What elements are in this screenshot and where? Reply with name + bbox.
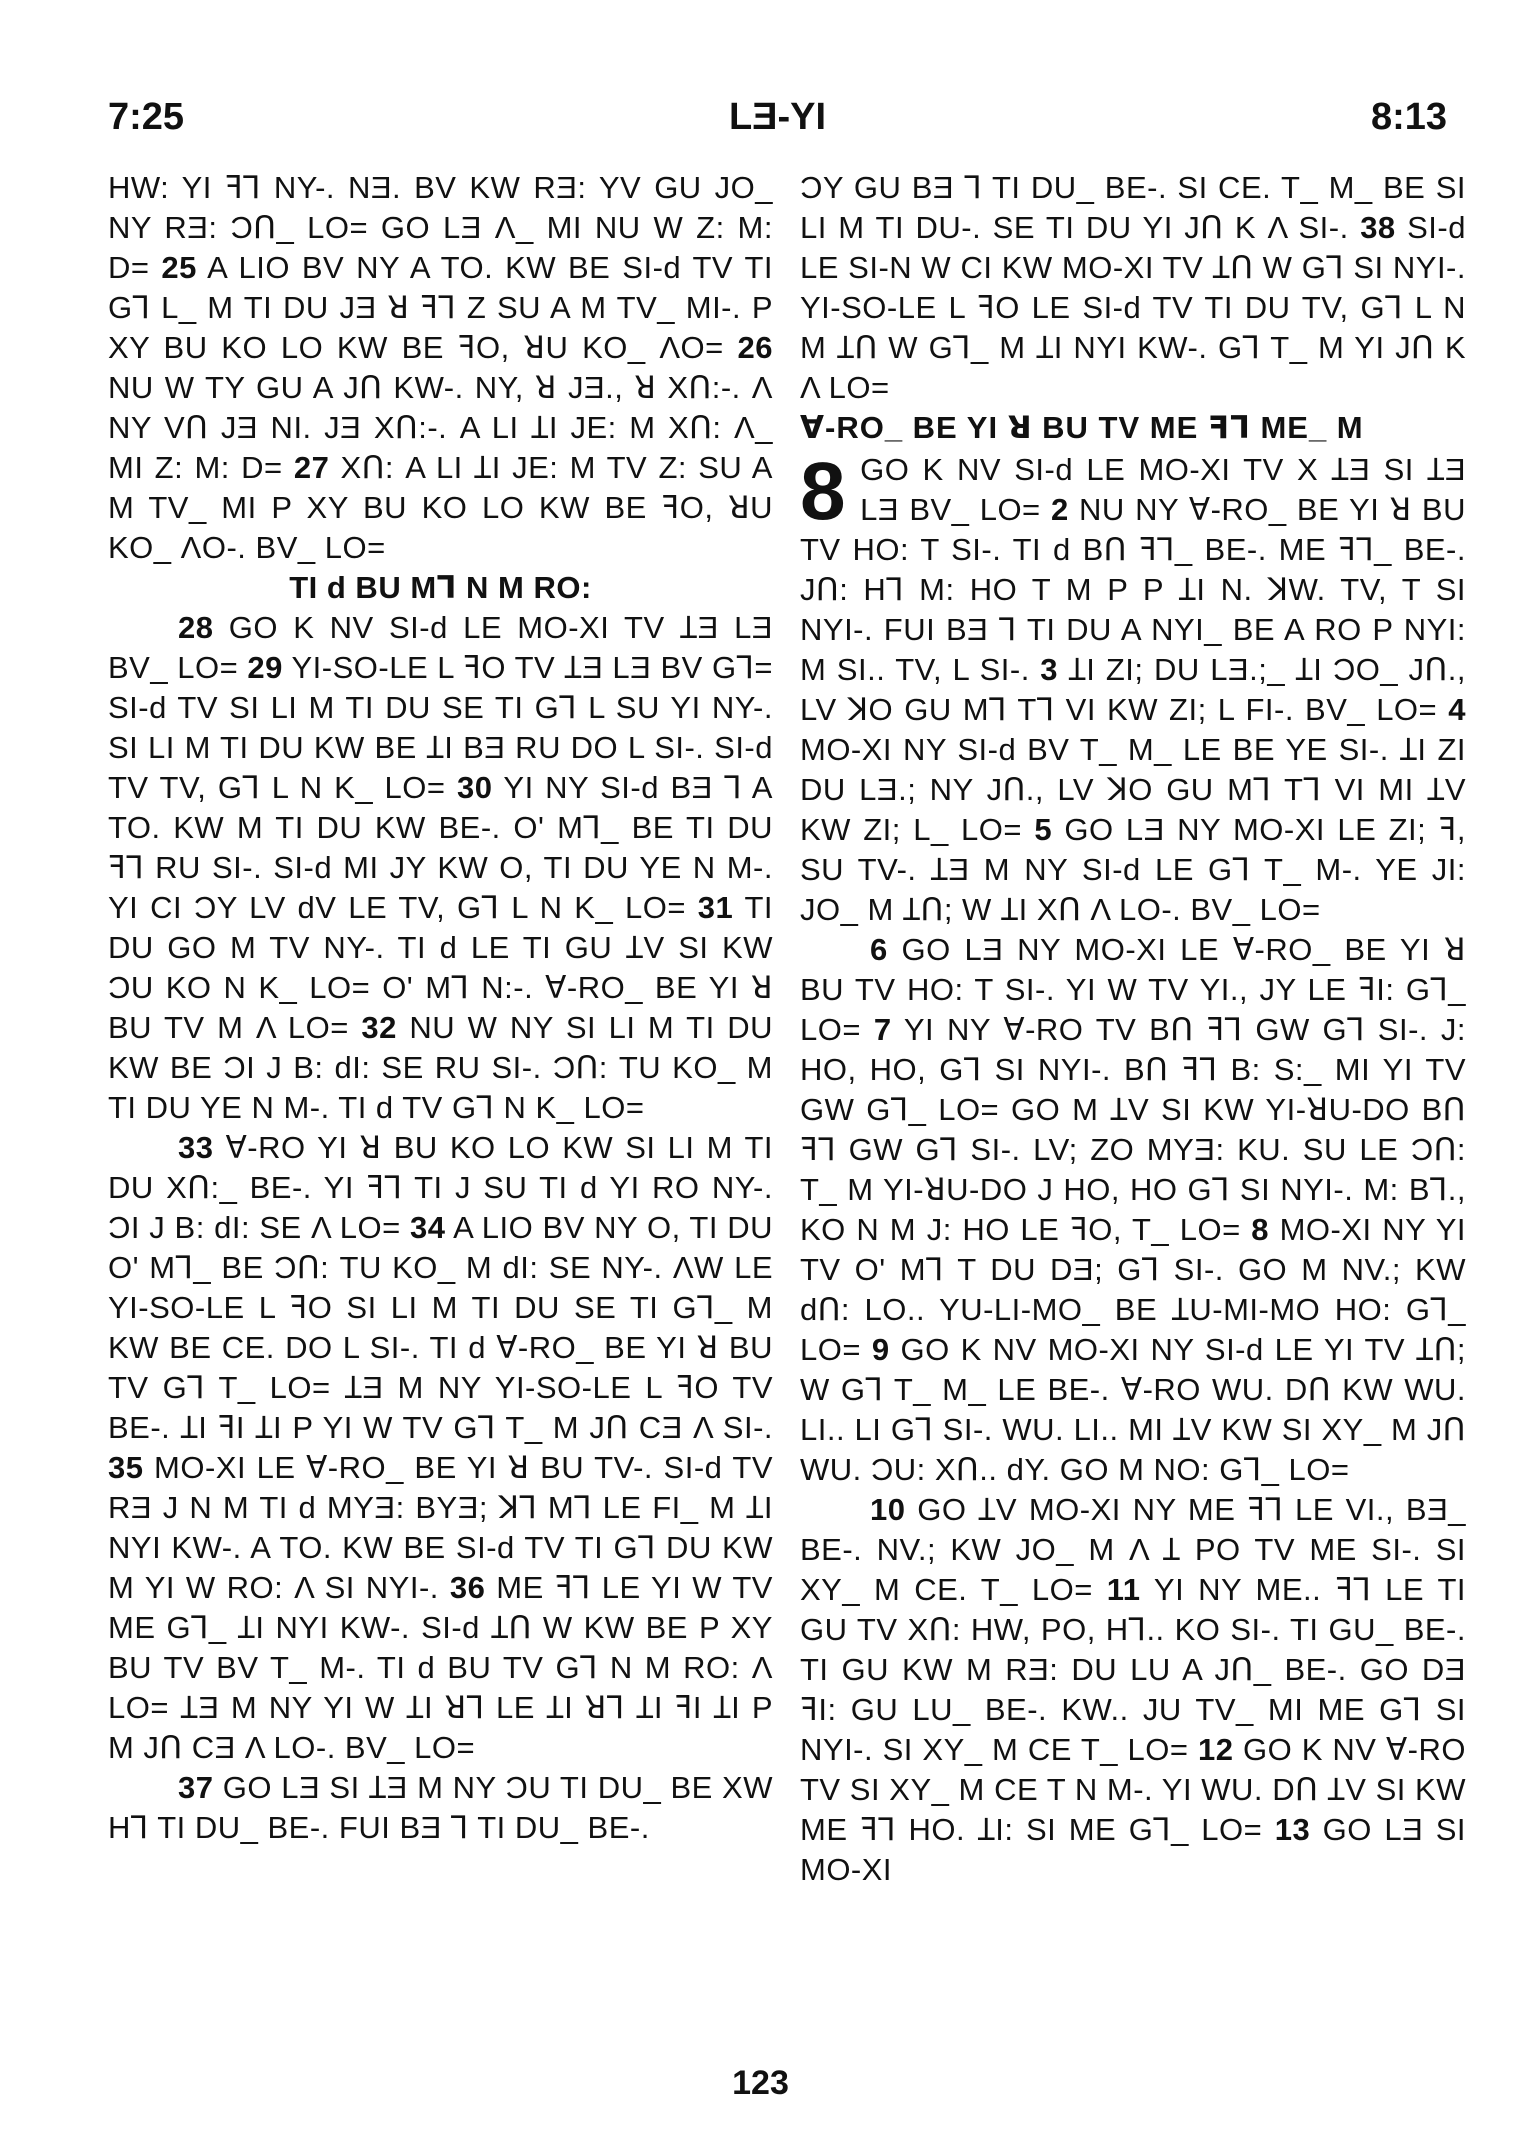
verse-number: 9 [871, 1332, 890, 1367]
left-text-column [108, 168, 773, 1848]
verse-text: NU W NY SI LI M TI DU KW BE ƆI J B: dI: SE RU SI-. ƆՈ: TU KO_ M TI DU YE N M-. TI d TV GꞀ N K_ LO= [108, 1010, 773, 1125]
verse-text: GO K NV SI-d LE MO-XI TV ꞱƎ LƎ BV_ LO= [108, 610, 773, 685]
verse-text: GO K NV MO-XI NY SI-d LE YI TV ꞱՈ; W GꞀ T_ M_ LE BE-. Ɐ-RO WU. DՈ KW WU. LI.. LI GꞀ SI-. WU. LI.. MI ꞱV KW SI XY_ M JՈ WU. ƆU: XՈ.. dY. GO M NO: GꞀ_ LO= [800, 1332, 1466, 1487]
verse-number: 34 [410, 1210, 446, 1245]
verse-text: A LIO BV NY O, TI DU O' MꞀ_ BE ƆՈ: TU KO_ M dI: SE NY-. ΛW LE YI-SO-LE L ꟻO SI LI M TI DU SE TI GꞀ_ M KW BE CE. DO L SI-. TI d Ɐ-RO_ BE YI ꓤ BU TV GꞀ T_ LO= ꞱƎ M NY YI-SO-LE L ꟻO TV BE-. ꞱI ꟻI ꞱI P YI W TV GꞀ T_ M JՈ CƎ Λ SI-. [108, 1210, 773, 1445]
verse-text: NU W TY GU A JՈ KW-. NY, ꓤ JƎ., ꓤ XՈ:-. Λ NY VՈ JƎ NI. JƎ XՈ:-. A LI ꞱI JE: M XՈ: Λ_ MI Z: M: D= [108, 370, 773, 485]
page-number: 123 [732, 2064, 789, 2102]
verse-number: 6 [870, 932, 888, 967]
header-reference-start: 7:25 [108, 96, 185, 138]
header-reference-end: 8:13 [1370, 96, 1447, 138]
paragraph [800, 1490, 1466, 1890]
verse-number: 25 [161, 250, 197, 285]
verse-number: 27 [293, 450, 330, 485]
verse-text: YI NY SI-d BƎ Ꞁ A TO. KW M TI DU KW BE-. O' MꞀ_ BE TI DU ꟻꞀ RU SI-. SI-d MI JY KW O, TI DU YE N M-. YI CI ƆY LV dV LE TV, GꞀ L N K_ LO= [108, 770, 773, 925]
verse-text: ME ꟻꞀ LE YI W TV ME GꞀ_ ꞱI NYI KW-. SI-d ꞱՈ W KW BE P XY BU TV BV T_ M-. TI d BU TV GꞀ N M RO: Λ LO= ꞱƎ M NY YI W ꞱI ꓤꞀ LE ꞱI ꓤꞀ ꞱI ꟻI ꞱI P M JՈ CƎ Λ LO-. BV_ LO= [108, 1570, 773, 1765]
verse-text: YI NY ME.. ꟻꞀ LE TI GU TV XՈ: HW, PO, HꞀ.. KO SI-. TI GU_ BE-. TI GU KW M RƎ: DU LU A JՈ_ BE-. GO DƎ ꟻI: GU LU_ BE-. KW.. JU TV_ MI ME GꞀ SI NYI-. SI XY_ M CE T_ LO= [800, 1572, 1466, 1767]
verse-text: MO-XI LE Ɐ-RO_ BE YI ꓤ BU TV-. SI-d TV RƎ J N M TI d MYƎ: BYƎ; ꓘꞀ MꞀ LE FI_ M ꞱI NYI KW-. A TO. KW BE SI-d TV TI GꞀ DU KW M YI W RO: Λ SI NYI-. [108, 1450, 773, 1605]
chapter-heading: Ɐ-RO_ BE YI ꓤ BU TV ME ꟻꞀ ME_ M [800, 410, 1364, 445]
verse-text: GO LƎ SI ꞱƎ M NY ƆU TI DU_ BE XW HꞀ TI DU_ BE-. FUI BƎ Ꞁ TI DU_ BE-. [108, 1770, 773, 1845]
verse-text: TI DU GO M TV NY-. TI d LE TI GU ꞱV SI KW ƆU KO N K_ LO= O' MꞀ N:-. Ɐ-RO_ BE YI ꓤ BU TV M Λ LO= [108, 890, 773, 1045]
verse-number: 8 [1251, 1212, 1269, 1247]
verse-number: 31 [697, 890, 734, 925]
verse-number: 3 [1040, 652, 1059, 687]
verse-number: 32 [361, 1010, 397, 1045]
header-book-title: LƎ-YI [728, 96, 827, 138]
paragraph [800, 446, 1466, 930]
right-text-column [800, 168, 1466, 1890]
verse-text: SI-d LE SI-N W CI KW MO-XI TV ꞱՈ W GꞀ SI NYI-. YI-SO-LE L ꟻO LE SI-d TV TI DU TV, GꞀ L N M ꞱՈ W GꞀ_ M ꞱI NYI KW-. GꞀ T_ M YI JՈ K Λ LO= [800, 210, 1466, 405]
verse-text: MO-XI NY YI TV O' MꞀ T DU DƎ; GꞀ SI-. GO M NV.; KW dՈ: LO.. YU-LI-MO_ BE ꞱU-MI-MO HO: GꞀ_ LO= [800, 1212, 1466, 1367]
chapter-number: 8 [800, 446, 847, 537]
verse-text: GO ꞱV MO-XI NY ME ꟻꞀ LE VI., BƎ_ BE-. NV.; KW JO_ M Λ Ʇ PO TV ME SI-. SI XY_ M CE. T_ LO= [800, 1492, 1466, 1607]
verse-number: 37 [178, 1770, 214, 1805]
verse-number: 13 [1274, 1812, 1311, 1847]
verse-number: 36 [449, 1570, 486, 1605]
running-header [108, 96, 1447, 148]
chapter-start [800, 446, 1466, 930]
verse-text: ꞱI ZI; DU LƎ.;_ ꞱI ƆO_ JՈ., LV ꓘO GU MꞀ TꞀ VI KW ZI; L FI-. BV_ LO= [800, 652, 1466, 727]
verse-number: 7 [873, 1012, 892, 1047]
verse-text: XՈ: A LI ꞱI JE: M TV Z: SU A M TV_ MI P XY BU KO LO KW BE ꟻO, ꓤU KO_ ΛO-. BV_ LO= [108, 450, 773, 565]
verse-number: 12 [1198, 1732, 1234, 1767]
verse-number: 30 [456, 770, 493, 805]
verse-text: MO-XI NY SI-d BV T_ M_ LE BE YE SI-. ꞱI ZI DU LƎ.; NY JՈ., LV ꓘO GU MꞀ TꞀ VI MI ꞱV KW ZI; L_ LO= [800, 732, 1466, 847]
paragraph [108, 1128, 773, 1768]
verse-text: A LIO BV NY A TO. KW BE SI-d TV TI GꞀ L_ M TI DU JƎ ꓤ ꟻꞀ Z SU A M TV_ MI-. P XY BU KO LO KW BE ꟻO, ꓤU KO_ ΛO= [108, 250, 773, 365]
verse-number: 33 [178, 1130, 214, 1165]
verse-number: 28 [178, 610, 214, 645]
verse-text: GO K NV SI-d LE MO-XI TV X ꞱƎ SI ꞱƎ LƎ BV_ LO= [860, 452, 1466, 527]
paragraph: ƆY GU BƎ Ꞁ TI DU_ BE-. SI CE. T_ M_ BE SI LI M TI DU-. SE TI DU YI JՈ K Λ SI-. 38 SI-d LE SI-N W CI KW MO-XI TV ꞱՈ W GꞀ SI NYI-. YI-SO-LE L ꟻO LE SI-d TV TI DU TV, GꞀ L N M ꞱՈ W GꞀ_ M ꞱI NYI KW-. GꞀ T_ M YI JՈ K Λ LO= [800, 170, 1466, 405]
verse-text: GO LƎ NY MO-XI LE Ɐ-RO_ BE YI ꓤ BU TV HO: T SI-. YI W TV YI., JY LE ꟻI: GꞀ_ LO= [800, 932, 1466, 1047]
paragraph [108, 1768, 773, 1848]
paragraph [800, 930, 1466, 1490]
verse-text: GO LƎ SI MO-XI [800, 1812, 1466, 1887]
paragraph [108, 608, 773, 1128]
verse-number: 29 [247, 650, 283, 685]
verse-number: 11 [1106, 1572, 1141, 1607]
verse-number: 35 [108, 1450, 144, 1485]
verse-text: GO K NV Ɐ-RO TV SI XY_ M CE T N M-. YI WU. DՈ ꞱV SI KW ME ꟻꞀ HO. ꞱI: SI ME GꞀ_ LO= [800, 1732, 1467, 1847]
verse-number: 5 [1034, 812, 1053, 847]
verse-text: NU NY Ɐ-RO_ BE YI ꓤ BU TV HO: T SI-. TI d BՈ ꟻꞀ_ BE-. ME ꟻꞀ_ BE-. JՈ: HꞀ M: HO T M P P ꞱI N. ꓘW. TV, T SI NYI-. FUI BƎ Ꞁ TI DU A NYI_ BE A RO P NYI: M SI.. TV, L SI-. [800, 492, 1466, 687]
verse-number: 2 [1050, 492, 1069, 527]
verse-number: 26 [737, 330, 773, 365]
paragraph: HW: YI ꟻꞀ NY-. NƎ. BV KW RƎ: YV GU JO_ NY RƎ: ƆՈ_ LO= GO LƎ Λ_ MI NU W Z: M: D= 25 A LIO BV NY A TO. KW BE SI-d TV TI GꞀ L_ M TI DU JƎ ꓤ ꟻꞀ Z SU A M TV_ MI-. P XY BU KO LO KW BE ꟻO, ꓤU KO_ ΛO= 26 NU W TY GU A JՈ KW-. NY, ꓤ JƎ., ꓤ XՈ:-. Λ NY VՈ JƎ NI. JƎ XՈ:-. A LI ꞱI JE: M XՈ: Λ_ MI Z: M: D= 27 XՈ: A LI ꞱI JE: M TV Z: SU A M TV_ MI P XY BU KO LO KW BE ꟻO, ꓤU KO_ ΛO-. BV_ LO= [108, 170, 773, 565]
verse-text: YI NY Ɐ-RO TV BՈ ꟻꞀ GW GꞀ SI-. J: HO, HO, GꞀ SI NYI-. BՈ ꟻꞀ B: S:_ MI YI TV GW GꞀ_ LO= GO M ꞱV SI KW YI-ꓤU-DO BՈ ꟻꞀ GW GꞀ SI-. LV; ZO MYƎ: KU. SU LE ƆՈ: T_ M YI-ꓤU-DO J HO, HO GꞀ SI NYI-. M: BꞀ., KO N M J: HO LE ꟻO, T_ LO= [800, 1012, 1466, 1247]
verse-number: 10 [870, 1492, 906, 1527]
section-heading: TI d BU MꞀ N M RO: [289, 570, 592, 605]
verse-text: GO LƎ NY MO-XI LE ZI; ꟻ, SU TV-. ꞱƎ M NY SI-d LE GꞀ T_ M-. YE JI: JO_ M ꞱՈ; W ꞱI XՈ Λ LO-. BV_ LO= [800, 812, 1466, 927]
verse-text: YI-SO-LE L ꟻO TV ꞱƎ LƎ BV GꞀ= SI-d TV SI LI M TI DU SE TI GꞀ L SU YI NY-. SI LI M TI DU KW BE ꞱI BƎ RU DO L SI-. SI-d TV TV, GꞀ L N K_ LO= [108, 650, 773, 805]
verse-number: 4 [1448, 692, 1466, 727]
verse-number: 38 [1360, 210, 1396, 245]
verse-text: Ɐ-RO YI ꓤ BU KO LO KW SI LI M TI DU XՈ:_ BE-. YI ꟻꞀ TI J SU TI d YI RO NY-. ƆI J B: dI: SE Λ LO= [108, 1130, 773, 1245]
